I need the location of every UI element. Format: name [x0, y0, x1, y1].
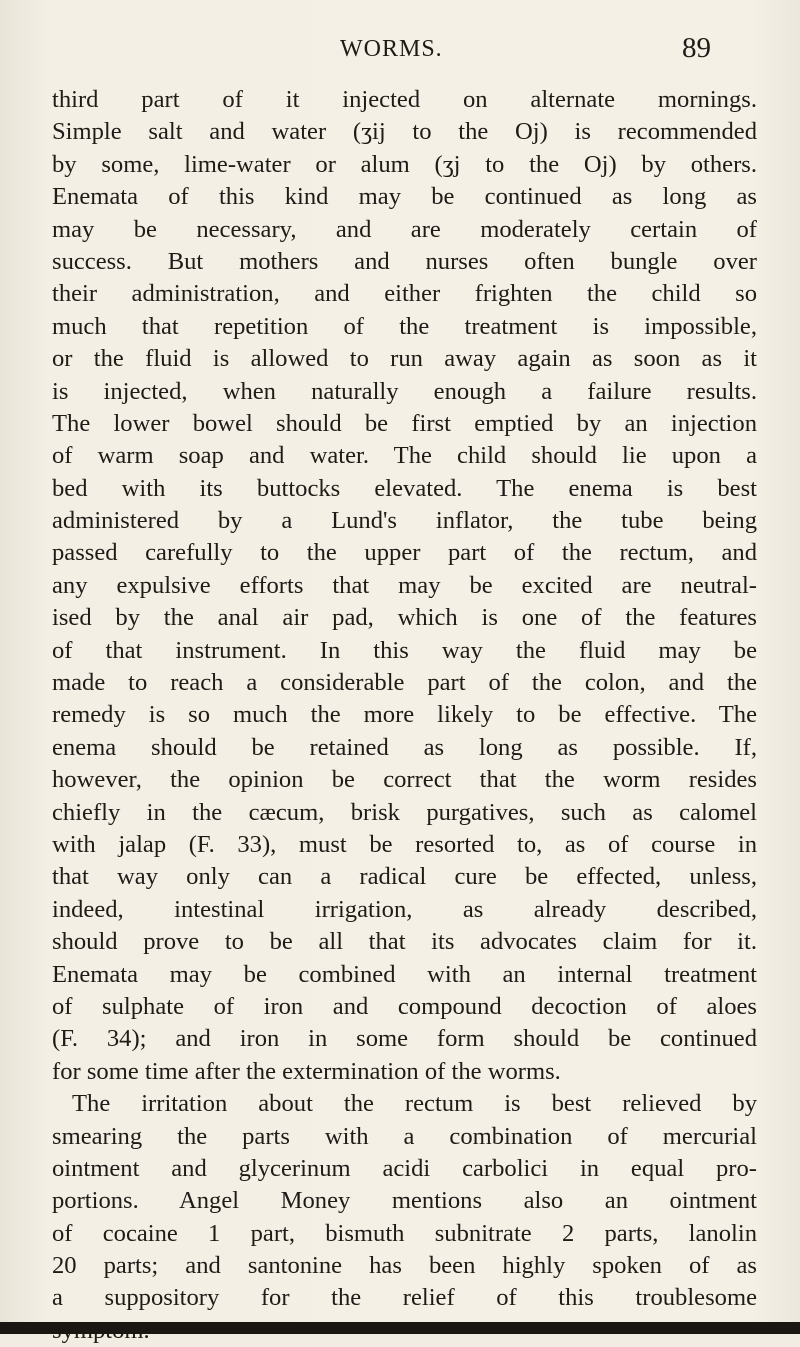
text-line: success. But mothers and nurses often bungle over: [52, 247, 757, 275]
text-line: indeed, intestinal irrigation, as already described,: [52, 895, 757, 923]
text-line: by some, lime-water or alum (ʒj to the Oj) by others.: [52, 150, 757, 178]
text-line: Enemata of this kind may be continued as long as: [52, 183, 757, 211]
text-line: is injected, when naturally enough a failure results.: [52, 377, 757, 405]
text-line: Enemata may be combined with an internal treatment: [52, 960, 757, 988]
text-line: should prove to be all that its advocates claim for it.: [52, 928, 757, 956]
text-line: much that repetition of the treatment is impossible,: [52, 312, 757, 340]
text-line: smearing the parts with a combination of mercurial: [52, 1122, 757, 1150]
text-line: ised by the anal air pad, which is one of the features: [52, 604, 757, 632]
text-line: may be necessary, and are moderately certain of: [52, 215, 757, 243]
text-line: 20 parts; and santonine has been highly spoken of as: [52, 1252, 757, 1280]
text-line: ointment and glycerinum acidi carbolici in equal pro-: [52, 1154, 757, 1182]
running-title: WORMS.: [340, 36, 443, 62]
text-line: (F. 34); and iron in some form should be continued: [52, 1025, 757, 1053]
text-line: administered by a Lund's inflator, the tube being: [52, 507, 757, 535]
text-line: passed carefully to the upper part of the rectum, and: [52, 539, 757, 567]
text-line: or the fluid is allowed to run away again as soon as it: [52, 345, 757, 373]
text-line: enema should be retained as long as possible. If,: [52, 733, 757, 761]
page-number: 89: [682, 32, 711, 64]
text-line: The lower bowel should be first emptied by an injection: [52, 409, 757, 437]
text-line: of that instrument. In this way the fluid may be: [52, 636, 757, 664]
text-line: their administration, and either frighten the child so: [52, 280, 757, 308]
text-line: however, the opinion be correct that the worm resides: [52, 766, 757, 794]
body-text: [52, 84, 757, 1347]
scan-edge-bar: [0, 1322, 800, 1334]
text-line: of cocaine 1 part, bismuth subnitrate 2 parts, lanolin: [52, 1219, 757, 1247]
text-line: any expulsive efforts that may be excited are neutral-: [52, 571, 757, 599]
text-line: for some time after the extermination of the worms.: [52, 1057, 561, 1085]
text-line: a suppository for the relief of this troublesome: [52, 1284, 757, 1312]
text-line: chiefly in the cæcum, brisk purgatives, such as calomel: [52, 798, 757, 826]
text-line: The irritation about the rectum is best relieved by: [72, 1090, 757, 1118]
text-line: portions. Angel Money mentions also an ointment: [52, 1187, 757, 1215]
text-line: with jalap (F. 33), must be resorted to, as of course in: [52, 830, 757, 858]
text-line: made to reach a considerable part of the colon, and the: [52, 669, 757, 697]
text-line: that way only can a radical cure be effected, unless,: [52, 863, 757, 891]
text-line: bed with its buttocks elevated. The enema is best: [52, 474, 757, 502]
text-line: Simple salt and water (ʒij to the Oj) is recommended: [52, 118, 757, 146]
text-line: third part of it injected on alternate mornings.: [52, 86, 757, 113]
running-head: [0, 30, 800, 70]
text-line: remedy is so much the more likely to be effective. The: [52, 701, 757, 729]
text-line: of sulphate of iron and compound decoction of aloes: [52, 992, 757, 1020]
text-line: of warm soap and water. The child should lie upon a: [52, 442, 757, 470]
